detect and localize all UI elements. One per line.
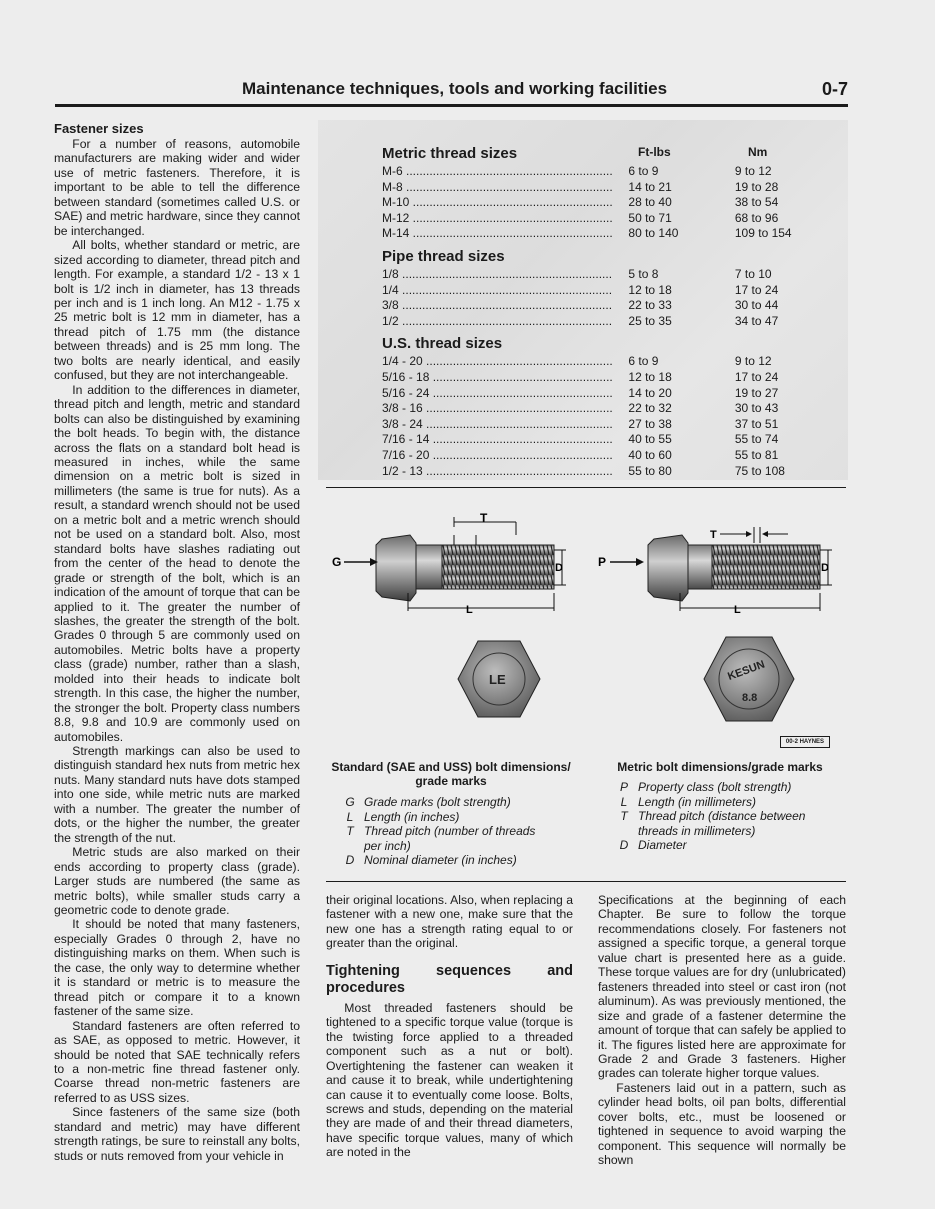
col-ftlbs-header: Ft-lbs xyxy=(638,145,671,159)
us-section xyxy=(382,335,822,479)
table-row: 7/16 - 20 ..... 40 to 60 55 to 81 xyxy=(382,448,822,464)
paragraph: All bolts, whether standard or metric, are sized according to diameter, thread pitch and length. For example, a standard 1/2 - 13 x 1 bolt is 1/2 inch in diameter, has 13 threads per inch and is 1 inch long. An M12 - 1.75 x 25 metric bolt is 12 mm in diameter, has a thread pitch of 1.75 mm (the distance between threads) and is 25 mm long. The two bolts are nearly identical, and easily confused, but they are not interchangeable. xyxy=(54,238,300,383)
head-mark: KESUN xyxy=(726,658,767,684)
standard-bolt-legend xyxy=(336,795,546,868)
table-row: 5/16 - 18 ..... 12 to 18 17 to 24 xyxy=(382,370,822,386)
paragraph: Strength markings can also be used to distinguish standard hex nuts from metric hex nuts. Many standard nuts have dots stamped into one side, while metric nuts are marked with a number. The greater the number of dots, or the higher the number, the greater the strength of the nut. xyxy=(54,744,300,845)
section-title: Pipe thread sizes xyxy=(382,247,505,265)
label-d: D xyxy=(821,562,829,574)
label-p: P xyxy=(598,555,607,569)
standard-bolt-diagram xyxy=(326,495,586,745)
head-class: 8.8 xyxy=(742,692,758,704)
table-row: 5/16 - 24 ..... 14 to 20 19 to 27 xyxy=(382,386,822,402)
table-row: 3/8 - 16 ..... 22 to 32 30 to 43 xyxy=(382,401,822,417)
table-row: 7/16 - 14 ..... 40 to 55 55 to 74 xyxy=(382,432,822,448)
table-row: M-10 ..... 28 to 40 38 to 54 xyxy=(382,195,822,211)
table-row: 1/2 - 13 ..... 55 to 80 75 to 108 xyxy=(382,464,822,480)
metric-section xyxy=(382,145,822,242)
label-d: D xyxy=(555,562,563,574)
diagram-bottom-rule xyxy=(326,881,846,882)
paragraph: Fasteners laid out in a pattern, such as cylinder head bolts, oil pan bolts, differential cover bolts, etc., must be loosened or tightened in sequence to avoid warping the component. This sequence will normally be shown xyxy=(598,1080,846,1168)
table-row: 3/8 ..... 22 to 33 30 to 44 xyxy=(382,298,822,314)
metric-bolt-side-icon xyxy=(648,535,820,601)
table-row: 1/2 ..... 25 to 35 34 to 47 xyxy=(382,314,822,330)
label-g: G xyxy=(332,555,342,569)
table-row: M-14 ..... 80 to 140 109 to 154 xyxy=(382,226,822,242)
paragraph: Standard fasteners are often referred to as SAE, as opposed to metric. However, it should be noted that SAE technically refers to a non-metric fine thread fastener only. Coarse thread non-metric fasteners are referred to as USS sizes. xyxy=(54,1018,300,1105)
header-rule xyxy=(55,104,848,107)
paragraph: Since fasteners of the same size (both standard and metric) may have different strength ratings, be sure to reinstall any bolts, studs or nuts removed from your vehicle in xyxy=(54,1105,300,1163)
paragraph: their original locations. Also, when replacing a fastener with a new one, make sure that the new one has a strength rating equal to or greater than the original. xyxy=(326,893,573,951)
paragraph: Specifications at the beginning of each Chapter. Be sure to follow the torque recommendations closely. For fasteners not assigned a specific torque, a general torque value chart is presented here as a guide. These torque values are for dry (unlubricated) fasteners threaded into steel or cast iron (not aluminum). As was previously mentioned, the size and grade of a fastener determine the amount of torque that can safely be applied to it. The figures listed here are approximate for Grade 2 and Grade 3 fasteners. Higher grades can tolerate higher torque values. xyxy=(598,893,846,1081)
haynes-badge: 00-2 HAYNES xyxy=(780,736,830,748)
right-column xyxy=(598,893,846,1168)
section-title: Metric thread sizes xyxy=(382,145,518,162)
metric-bolt-head-icon xyxy=(704,637,794,721)
metric-bolt-diagram xyxy=(592,495,848,745)
label-l: L xyxy=(466,604,473,616)
table-row: M-12 ..... 50 to 71 68 to 96 xyxy=(382,211,822,227)
legend-item: T Thread pitch (number of threads per inch) xyxy=(346,824,536,853)
torque-table xyxy=(382,145,822,479)
label-t: T xyxy=(710,529,717,541)
table-row: M-6 ..... 6 to 9 9 to 12 xyxy=(382,164,822,180)
pipe-section xyxy=(382,248,822,329)
label-t: T xyxy=(480,511,488,525)
head-mark: LE xyxy=(489,672,506,687)
tightening-heading: Tightening sequences and procedures xyxy=(326,962,573,996)
table-row: 1/4 ..... 12 to 18 17 to 24 xyxy=(382,283,822,299)
paragraph: It should be noted that many fasteners, especially Grades 0 through 2, have no distinguishing marks on them. When such is the case, the only way to determine whether it is standard or metric is to measure the thread pitch or compare it to a known fastener of the same size. xyxy=(54,917,300,1019)
paragraph: Metric studs are also marked on their ends according to property class (grade). Larger studs are numbered (the same as metric bolts), while smaller studs carry a geometric code to denote grade. xyxy=(54,845,300,918)
legend-item: L Length (in inches) xyxy=(346,809,460,824)
legend-item: D Nominal diameter (in inches) xyxy=(345,853,517,867)
fastener-sizes-heading: Fastener sizes xyxy=(54,121,144,136)
middle-column xyxy=(326,893,573,1160)
metric-bolt-legend xyxy=(610,780,830,853)
legend-item: G Grade marks (bolt strength) xyxy=(345,795,511,809)
col-nm-header: Nm xyxy=(748,145,768,159)
diagram-top-rule xyxy=(326,487,846,488)
page-header-title: Maintenance techniques, tools and working facilities xyxy=(242,79,668,98)
standard-bolt-side-icon xyxy=(376,535,554,601)
paragraph: Most threaded fasteners should be tightened to a specific torque value (torque is the twisting force applied to a threaded component such as a nut or bolt). Overtightening the fastener can weaken it and cause it to break, while undertightening can cause it to eventually come loose. Bolts, screws and studs, depending on the material they are made of and their thread diameters, have specific torque values, many of which are noted in the xyxy=(326,1000,573,1160)
legend-item: T Thread pitch (distance between threads in millimeters) xyxy=(620,809,806,838)
legend-item: L Length (in millimeters) xyxy=(620,794,757,809)
standard-bolt-caption: Standard (SAE and USS) bolt dimensions/ grade marks xyxy=(331,760,571,788)
legend-item: P Property class (bolt strength) xyxy=(619,780,792,794)
label-l: L xyxy=(734,604,741,616)
metric-bolt-caption: Metric bolt dimensions/grade marks xyxy=(617,760,823,774)
page-number: 0-7 xyxy=(822,79,849,99)
table-row: 1/8 ..... 5 to 8 7 to 10 xyxy=(382,267,822,283)
table-row: M-8 ..... 14 to 21 19 to 28 xyxy=(382,180,822,196)
section-title: U.S. thread sizes xyxy=(382,335,503,353)
paragraph: In addition to the differences in diameter, thread pitch and length, metric and standard bolts can also be distinguished by examining the bolt heads. To begin with, the distance across the flats on a standard bolt head is measured in inches, while the same dimension on a metric bolt is sized in millimeters (the same is true for nuts). As a result, a standard wrench should not be used on a metric bolt and a metric wrench should not be used on a standard bolt. Also, most standard bolts have slashes radiating out from the center of the head to denote the grade or strength of the bolt, which is an indication of the amount of torque that can be applied to it. The greater the number of slashes, the greater the strength of the bolt. Grades 0 through 5 are commonly used on automobiles. Metric bolts have a property class (grade) number, rather than a slash, molded into their heads to indicate bolt strength. In this case, the higher the number, the stronger the bolt. Property class numbers 8.8, 9.8 and 10.9 are commonly used on automobiles. xyxy=(54,382,300,744)
left-column xyxy=(54,121,300,1163)
table-row: 3/8 - 24 ..... 27 to 38 37 to 51 xyxy=(382,417,822,433)
standard-bolt-head-icon xyxy=(458,641,540,717)
legend-item: D Diameter xyxy=(619,838,687,852)
table-row: 1/4 - 20 ..... 6 to 9 9 to 12 xyxy=(382,354,822,370)
paragraph: For a number of reasons, automobile manufacturers are making wider and wider use of metric fasteners. Therefore, it is important to be able to tell the difference between standard (sometimes called U.S. or SAE) and metric hardware, since they cannot be interchanged. xyxy=(54,137,300,238)
